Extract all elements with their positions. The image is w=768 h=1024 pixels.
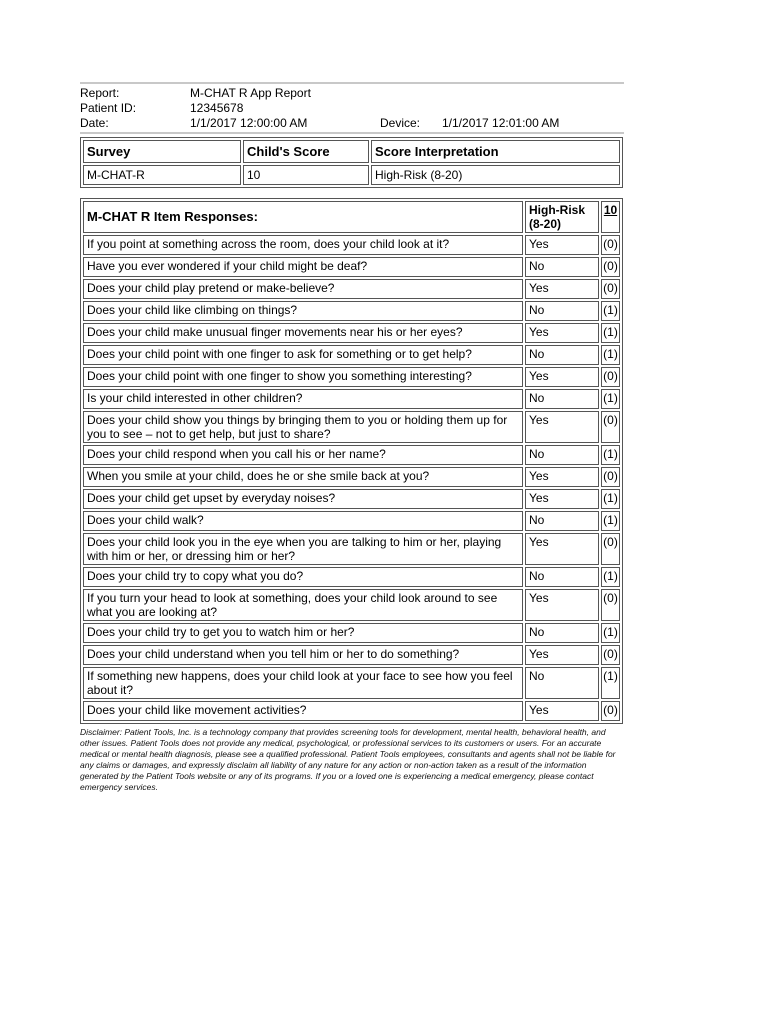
item-rows [83,235,620,721]
table-row [83,279,620,299]
report-label: Report: [80,86,120,100]
item-points: (1) [601,301,620,321]
high-risk-header: High-Risk (8-20) [525,201,599,233]
item-question: Is your child interested in other children? [83,389,523,409]
item-points: (0) [601,533,620,565]
item-answer: No [525,445,599,465]
score-interpretation-header: Score Interpretation [371,140,620,163]
device-label: Device: [380,116,421,130]
date-label: Date: [80,116,109,130]
item-points: (0) [601,467,620,487]
item-points: (1) [601,511,620,531]
report-value: M-CHAT R App Report [190,86,311,100]
item-answer: Yes [525,367,599,387]
item-question: If you turn your head to look at something, does your child look around to see what you are looking at? [83,589,523,621]
table-row [83,567,620,587]
survey-header: Survey [83,140,241,163]
item-question: When you smile at your child, does he or she smile back at you? [83,467,523,487]
item-answer: Yes [525,235,599,255]
report-page [80,82,624,793]
table-row [83,667,620,699]
item-question: Does your child like climbing on things? [83,301,523,321]
item-points: (1) [601,323,620,343]
table-row [83,511,620,531]
item-points: (0) [601,411,620,443]
item-question: Does your child understand when you tell him or her to do something? [83,645,523,665]
item-answer: Yes [525,411,599,443]
item-question: Does your child point with one finger to show you something interesting? [83,367,523,387]
table-row [83,389,620,409]
table-row [83,367,620,387]
item-answer: No [525,257,599,277]
patient-id-label: Patient ID: [80,101,137,115]
item-answer: Yes [525,489,599,509]
item-question: Does your child respond when you call his or her name? [83,445,523,465]
childs-score-header: Child's Score [243,140,369,163]
item-points: (1) [601,445,620,465]
item-answer: No [525,389,599,409]
item-answer: Yes [525,279,599,299]
item-points: (0) [601,257,620,277]
childs-score-value: 10 [243,165,369,185]
table-row [83,257,620,277]
disclaimer-text: Disclaimer: Patient Tools, Inc. is a technology company that provides screening tools for development, mental health, behavioral health, and other issues. Patient Tools does not provide any medical, psychological, or professional services to its customers or users. For an accurate medical or mental health diagnosis, please see a qualified professional. Patient Tools employees, consultants and agents shall not be liable for any claims or damages, and expressly disclaim all liability of any nature for any action or non-action taken as a result of the information generated by the Patient Tools website or any of its programs. If you or a loved one is experiencing a medical emergency, please contact emergency services. [80,727,616,792]
item-answer: No [525,301,599,321]
patient-id-value: 12345678 [190,101,244,115]
table-row [83,589,620,621]
item-question: If you point at something across the room, does your child look at it? [83,235,523,255]
item-answer: No [525,623,599,643]
item-answer: Yes [525,323,599,343]
item-answer: Yes [525,533,599,565]
table-row [83,411,620,443]
item-question: Does your child get upset by everyday noises? [83,489,523,509]
item-answer: No [525,667,599,699]
item-question: Does your child look you in the eye when you are talking to him or her, playing with him or her, or dressing him or her? [83,533,523,565]
item-answer: Yes [525,467,599,487]
item-answer: Yes [525,589,599,621]
summary-header-row [83,140,620,163]
table-row [83,323,620,343]
item-answer: Yes [525,645,599,665]
item-question: Does your child like movement activities? [83,701,523,721]
item-points: (1) [601,623,620,643]
item-question: Does your child walk? [83,511,523,531]
item-points: (0) [601,235,620,255]
report-header [80,84,624,132]
item-points: (1) [601,345,620,365]
item-question: Have you ever wondered if your child might be deaf? [83,257,523,277]
table-row [83,701,620,721]
item-points: (1) [601,389,620,409]
item-points: (0) [601,589,620,621]
item-points: (1) [601,667,620,699]
item-question: Does your child try to copy what you do? [83,567,523,587]
item-question: Does your child play pretend or make-believe? [83,279,523,299]
survey-value: M-CHAT-R [83,165,241,185]
table-row [83,467,620,487]
item-answer: No [525,567,599,587]
table-row [83,533,620,565]
device-value: 1/1/2017 12:01:00 AM [442,116,560,130]
item-question: Does your child try to get you to watch him or her? [83,623,523,643]
total-score-header: 10 [601,201,620,233]
item-points: (1) [601,567,620,587]
table-row [83,235,620,255]
item-responses-title: M-CHAT R Item Responses: [83,201,523,233]
item-answer: Yes [525,701,599,721]
table-row [83,301,620,321]
score-interpretation-value: High-Risk (8-20) [371,165,620,185]
items-header-row [83,201,620,233]
score-summary-table [80,137,623,188]
header-divider [80,132,624,134]
item-question: Does your child show you things by bringing them to you or holding them up for you to see – not to get help, but just to share? [83,411,523,443]
item-question: If something new happens, does your child look at your face to see how you feel about it? [83,667,523,699]
item-points: (1) [601,489,620,509]
table-row [83,645,620,665]
table-row [83,623,620,643]
item-points: (0) [601,701,620,721]
item-question: Does your child make unusual finger movements near his or her eyes? [83,323,523,343]
summary-row [83,165,620,185]
item-answer: No [525,345,599,365]
item-points: (0) [601,367,620,387]
table-row [83,445,620,465]
item-answer: No [525,511,599,531]
table-row [83,345,620,365]
item-question: Does your child point with one finger to ask for something or to get help? [83,345,523,365]
item-points: (0) [601,645,620,665]
table-row [83,489,620,509]
date-value: 1/1/2017 12:00:00 AM [190,116,308,130]
item-points: (0) [601,279,620,299]
item-responses-table [80,198,623,724]
